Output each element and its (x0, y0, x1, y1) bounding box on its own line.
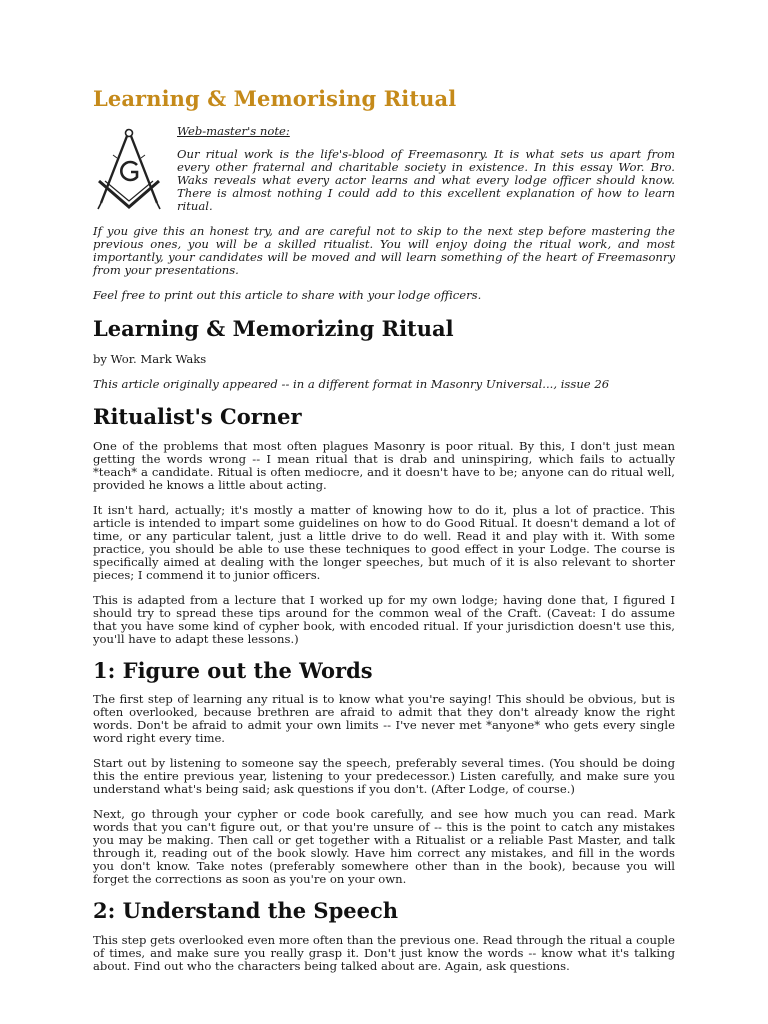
webmaster-note (93, 125, 675, 217)
paragraph: This is adapted from a lecture that I worked up for my own lodge; having done that, I figured I should try to spread these tips around for the common weal of the Craft. (Caveat: I do assume that you have some kind of cypher book, with encoded ritual. If your jurisdiction doesn't use this, you'll have to adapt these lessons.) (93, 593, 675, 646)
origin-note: This article originally appeared -- in a different format in Masonry Universal..., issue 26 (93, 377, 610, 391)
section-heading: 2: Understand the Speech (93, 898, 399, 923)
square-and-compasses-icon (93, 125, 165, 211)
paragraph: The first step of learning any ritual is to know what you're saying! This should be obvious, but is often overlooked, because brethren are afraid to admit that they don't already know the right words. Don't be afraid to admit your own limits -- I've never met *anyone* who gets every single word right every time. (93, 692, 675, 745)
section-heading: Ritualist's Corner (93, 404, 302, 429)
paragraph: Start out by listening to someone say the speech, preferably several times. (You should be doing this the entire previous year, listening to your predecessor.) Listen carefully, and make sure you understand what's being said; ask questions if you don't. (After Lodge, of course.) (93, 756, 675, 796)
note-paragraph: Feel free to print out this article to share with your lodge officers. (93, 288, 482, 302)
document-body (93, 86, 675, 973)
paragraph: Next, go through your cypher or code book carefully, and see how much you can read. Mark words that you can't figure out, or that you're unsure of -- this is the point to catch any mistakes you may be making. Then call or get together with a Ritualist or a reliable Past Master, and talk through it, reading out of the book slowly. Have him correct any mistakes, and fill in the words you don't know. Take notes (preferably somewhere other than in the book), because you will forget the corrections as soon as you're on your own. (93, 807, 675, 886)
section-heading: 1: Figure out the Words (93, 658, 373, 683)
site-title: Learning & Memorising Ritual (93, 86, 457, 111)
paragraph: This step gets overlooked even more often than the previous one. Read through the ritual a couple of times, and make sure you really grasp it. Don't just know the words -- know what it's talking about. Find out who the characters being talked about are. Again, ask questions. (93, 933, 675, 973)
note-paragraph: Our ritual work is the life's-blood of Freemasonry. It is what sets us apart from every other fraternal and charitable society in existence. In this essay Wor. Bro. Waks reveals what every actor learns and what every lodge officer should know. There is almost nothing I could add to this excellent explanation of how to learn ritual. (177, 147, 675, 213)
webmaster-label: Web-master's note: (177, 124, 290, 138)
paragraph: It isn't hard, actually; it's mostly a matter of knowing how to do it, plus a lot of practice. This article is intended to impart some guidelines on how to do Good Ritual. It doesn't demand a lot of time, or any particular talent, just a little drive to do well. Read it and play with it. With some practice, you should be able to use these techniques to good effect in your Lodge. The course is specifically aimed at dealing with the longer speeches, but much of it is also relevant to shorter pieces; I commend it to junior officers. (93, 503, 675, 582)
note-body (177, 125, 675, 213)
byline: by Wor. Mark Waks (93, 352, 207, 366)
article-title: Learning & Memorizing Ritual (93, 316, 454, 341)
paragraph: One of the problems that most often plagues Masonry is poor ritual. By this, I don't just mean getting the words wrong -- I mean ritual that is drab and uninspiring, which fails to actually *teach* a candidate. Ritual is often mediocre, and it doesn't have to be; anyone can do ritual well, provided he knows a little about acting. (93, 439, 675, 492)
note-paragraph: If you give this an honest try, and are careful not to skip to the next step before mastering the previous ones, you will be a skilled ritualist. You will enjoy doing the ritual work, and most importantly, your candidates will be moved and will learn something of the heart of Freemasonry from your presentations. (93, 224, 675, 277)
